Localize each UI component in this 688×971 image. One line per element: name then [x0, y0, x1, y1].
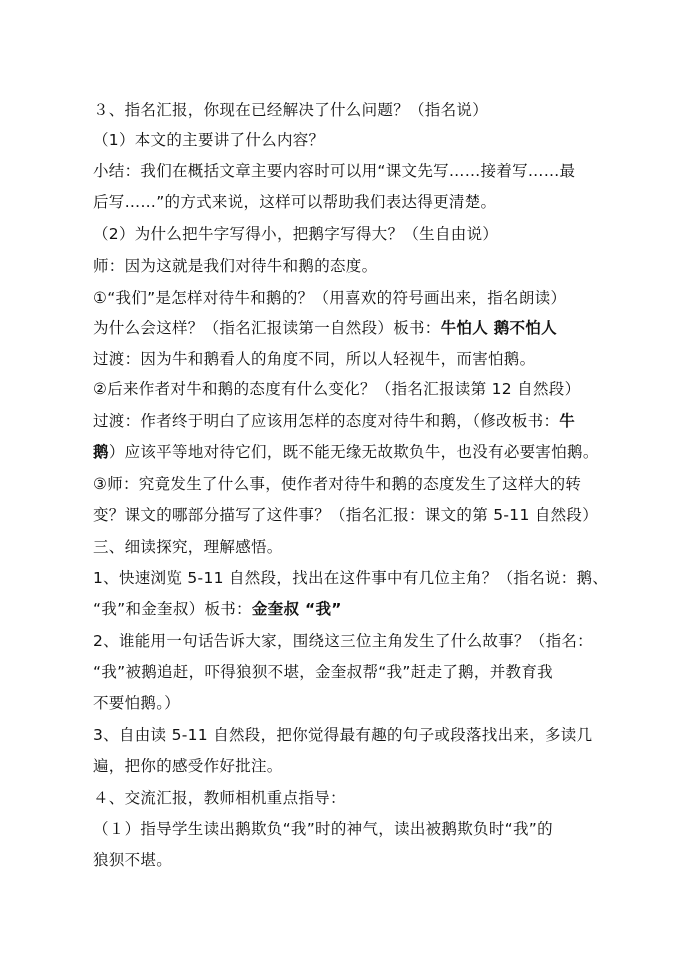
text-line: 师：因为这就是我们对待牛和鹅的态度。 [93, 257, 378, 275]
text-line: 变？课文的哪部分描写了这件事？（指名汇报：课文的第 5-11 自然段） [93, 506, 599, 524]
text-line: 2、谁能用一句话告诉大家，围绕这三位主角发生了什么故事？（指名： [93, 632, 593, 650]
text-line: 过渡：因为牛和鹅看人的角度不同，所以人轻视牛，而害怕鹅。 [93, 350, 536, 368]
text-run: “我”和金奎叔）板书： [93, 600, 252, 618]
text-line: 1、快速浏览 5-11 自然段，找出在这件事中有几位主角？（指名说：鹅、 [93, 569, 609, 587]
text-line: ①“我们”是怎样对待牛和鹅的？（用喜欢的符号画出来，指名朗读） [93, 289, 567, 307]
text-line: 3、自由读 5-11 自然段，把你觉得最有趣的句子或段落找出来，多读几 [93, 726, 593, 744]
text-line: ３、指名汇报，你现在已经解决了什么问题？（指名说） [93, 101, 489, 119]
board-writing: 鹅 [93, 443, 109, 461]
board-writing: 牛 [559, 412, 576, 430]
text-run: ）应该平等地对待它们，既不能无缘无故欺负牛，也没有必要害怕鹅。 [108, 443, 599, 461]
text-line: 遍，把你的感受作好批注。 [93, 757, 283, 775]
text-line [93, 317, 653, 339]
text-line: ③师：究竟发生了什么事，使作者对待牛和鹅的态度发生了这样大的转 [93, 475, 582, 493]
text-line: 狼狈不堪。 [93, 851, 173, 869]
text-run: 为什么会这样？（指名汇报读第一自然段）板书： [93, 319, 441, 337]
text-line: （2）为什么把牛字写得小，把鹅字写得大？（生自由说） [93, 225, 499, 243]
text-run: 过渡：作者终于明白了应该用怎样的态度对待牛和鹅，（修改板书： [93, 412, 560, 430]
text-line [93, 598, 653, 620]
text-line: （１）指导学生读出鹅欺负“我”时的神气，读出被鹅欺负时“我”的 [93, 820, 553, 838]
text-line: 小结：我们在概括文章主要内容时可以用“课文先写……接着写……最 [93, 162, 576, 180]
text-line: “我”被鹅追赶，吓得狼狈不堪，金奎叔帮“我”赶走了鹅，并教育我 [93, 663, 553, 681]
text-line: ４、交流汇报，教师相机重点指导： [93, 789, 346, 807]
text-line: 后写……”的方式来说，这样可以帮助我们表达得更清楚。 [93, 193, 497, 211]
text-line [93, 441, 653, 463]
text-line [93, 410, 653, 432]
section-heading: 三、细读探究，理解感悟。 [93, 538, 283, 556]
text-line: （1）本文的主要讲了什么内容？ [93, 131, 325, 149]
board-writing: 金奎叔 “我” [251, 600, 342, 618]
text-line: 不要怕鹅。） [93, 694, 181, 712]
text-line: ②后来作者对牛和鹅的态度有什么变化？（指名汇报读第 12 自然段） [93, 380, 581, 398]
board-writing: 牛怕人 鹅不怕人 [440, 319, 557, 337]
